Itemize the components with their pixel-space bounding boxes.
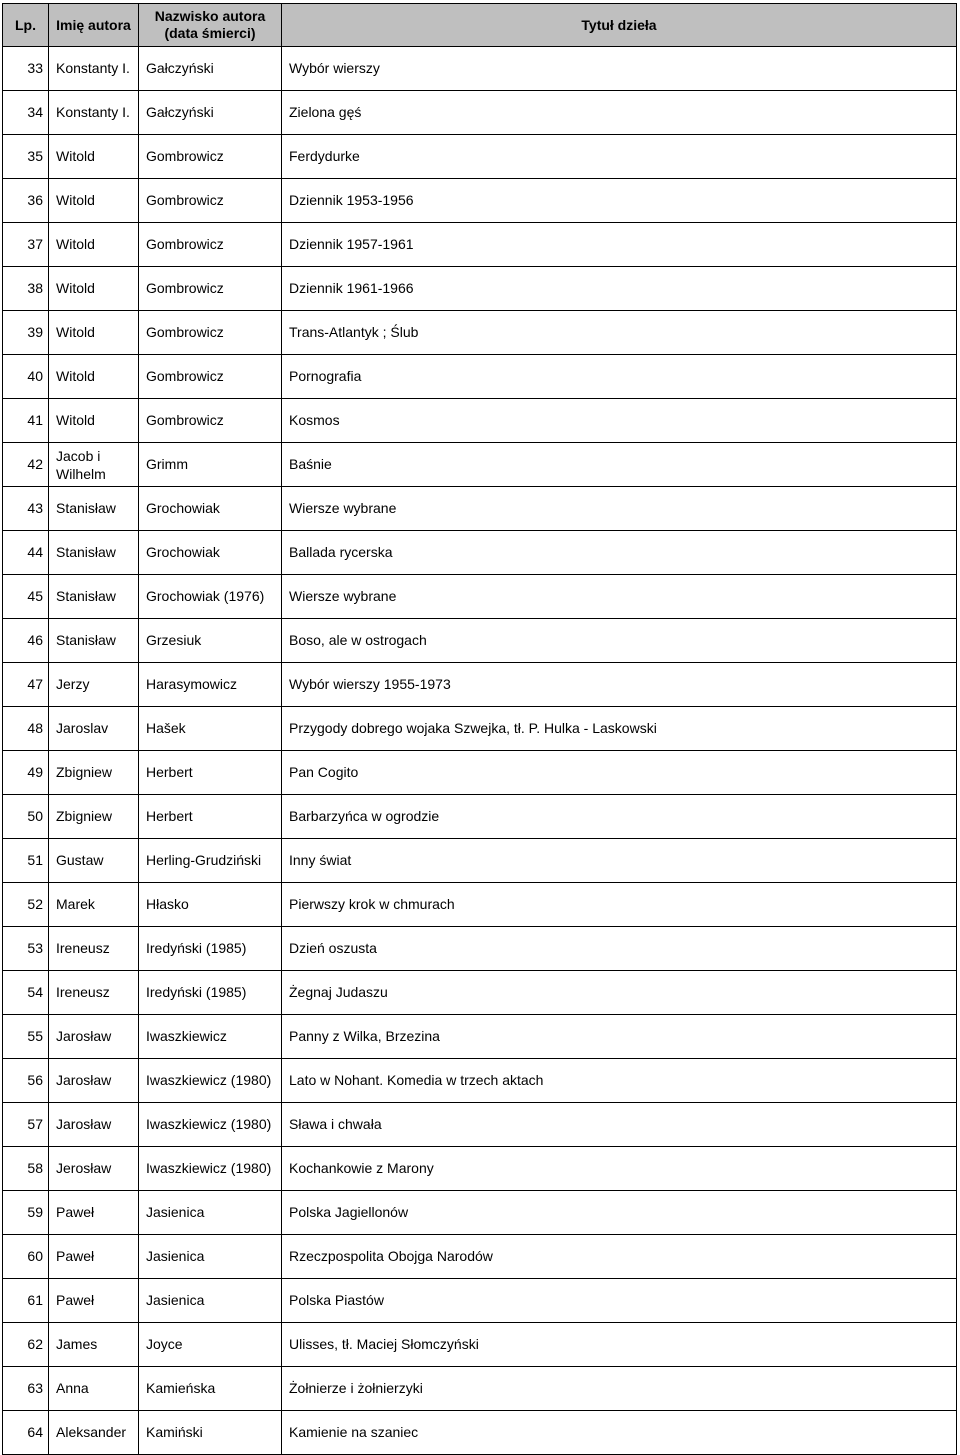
cell-first-name: Stanisław xyxy=(49,531,139,575)
cell-first-name: Ireneusz xyxy=(49,927,139,971)
cell-title: Pan Cogito xyxy=(282,751,957,795)
table-row xyxy=(3,47,957,91)
cell-lp: 43 xyxy=(3,487,49,531)
cell-title: Wiersze wybrane xyxy=(282,575,957,619)
cell-lp: 56 xyxy=(3,1059,49,1103)
cell-last-name: Gombrowicz xyxy=(139,399,282,443)
cell-first-name: Jarosław xyxy=(49,1015,139,1059)
cell-first-name: Marek xyxy=(49,883,139,927)
cell-first-name: Paweł xyxy=(49,1235,139,1279)
cell-lp: 49 xyxy=(3,751,49,795)
cell-lp: 42 xyxy=(3,443,49,487)
cell-title: Panny z Wilka, Brzezina xyxy=(282,1015,957,1059)
table-row xyxy=(3,399,957,443)
cell-last-name: Kamieńska xyxy=(139,1367,282,1411)
cell-first-name: Jaroslav xyxy=(49,707,139,751)
table-row xyxy=(3,311,957,355)
cell-last-name: Herbert xyxy=(139,795,282,839)
cell-first-name: Ireneusz xyxy=(49,971,139,1015)
cell-lp: 38 xyxy=(3,267,49,311)
cell-title: Dzień oszusta xyxy=(282,927,957,971)
cell-title: Dziennik 1957-1961 xyxy=(282,223,957,267)
cell-last-name: Iwaszkiewicz xyxy=(139,1015,282,1059)
cell-title: Baśnie xyxy=(282,443,957,487)
table-row xyxy=(3,91,957,135)
cell-title: Inny świat xyxy=(282,839,957,883)
cell-title: Wybór wierszy xyxy=(282,47,957,91)
cell-first-name: Paweł xyxy=(49,1191,139,1235)
cell-title: Sława i chwała xyxy=(282,1103,957,1147)
cell-first-name: Gustaw xyxy=(49,839,139,883)
table-row xyxy=(3,443,957,487)
header-first-name: Imię autora xyxy=(49,4,139,47)
cell-first-name: Witold xyxy=(49,311,139,355)
cell-first-name: Stanisław xyxy=(49,619,139,663)
table-row xyxy=(3,531,957,575)
cell-last-name: Gałczyński xyxy=(139,91,282,135)
table-row xyxy=(3,1323,957,1367)
cell-last-name: Harasymowicz xyxy=(139,663,282,707)
cell-lp: 50 xyxy=(3,795,49,839)
cell-title: Kosmos xyxy=(282,399,957,443)
cell-title: Żegnaj Judaszu xyxy=(282,971,957,1015)
table-row xyxy=(3,1235,957,1279)
cell-first-name: Zbigniew xyxy=(49,795,139,839)
cell-lp: 55 xyxy=(3,1015,49,1059)
cell-last-name: Iredyński (1985) xyxy=(139,927,282,971)
cell-title: Rzeczpospolita Obojga Narodów xyxy=(282,1235,957,1279)
cell-title: Kochankowie z Marony xyxy=(282,1147,957,1191)
cell-last-name: Grzesiuk xyxy=(139,619,282,663)
table-row xyxy=(3,883,957,927)
cell-last-name: Grochowiak (1976) xyxy=(139,575,282,619)
header-lp: Lp. xyxy=(3,4,49,47)
cell-last-name: Iwaszkiewicz (1980) xyxy=(139,1103,282,1147)
table-row xyxy=(3,1367,957,1411)
cell-first-name: Stanisław xyxy=(49,575,139,619)
cell-first-name: Witold xyxy=(49,223,139,267)
table-row xyxy=(3,355,957,399)
cell-lp: 63 xyxy=(3,1367,49,1411)
cell-last-name: Grochowiak xyxy=(139,531,282,575)
table-row xyxy=(3,751,957,795)
header-title: Tytuł dzieła xyxy=(282,4,957,47)
table-row xyxy=(3,1147,957,1191)
cell-last-name: Grimm xyxy=(139,443,282,487)
cell-lp: 60 xyxy=(3,1235,49,1279)
cell-title: Zielona gęś xyxy=(282,91,957,135)
cell-title: Trans-Atlantyk ; Ślub xyxy=(282,311,957,355)
cell-title: Polska Piastów xyxy=(282,1279,957,1323)
table-row xyxy=(3,223,957,267)
cell-last-name: Jasienica xyxy=(139,1235,282,1279)
table-row xyxy=(3,927,957,971)
cell-first-name: Witold xyxy=(49,135,139,179)
table-row xyxy=(3,707,957,751)
cell-lp: 35 xyxy=(3,135,49,179)
book-catalog-table xyxy=(2,3,957,1455)
cell-lp: 58 xyxy=(3,1147,49,1191)
cell-last-name: Grochowiak xyxy=(139,487,282,531)
table-row xyxy=(3,575,957,619)
table-row xyxy=(3,1191,957,1235)
cell-lp: 59 xyxy=(3,1191,49,1235)
cell-title: Dziennik 1961-1966 xyxy=(282,267,957,311)
cell-last-name: Gombrowicz xyxy=(139,223,282,267)
cell-lp: 57 xyxy=(3,1103,49,1147)
cell-lp: 46 xyxy=(3,619,49,663)
cell-last-name: Jasienica xyxy=(139,1279,282,1323)
cell-last-name: Kamiński xyxy=(139,1411,282,1455)
cell-title: Wiersze wybrane xyxy=(282,487,957,531)
cell-title: Barbarzyńca w ogrodzie xyxy=(282,795,957,839)
cell-first-name: Witold xyxy=(49,267,139,311)
cell-lp: 51 xyxy=(3,839,49,883)
cell-last-name: Hašek xyxy=(139,707,282,751)
cell-lp: 61 xyxy=(3,1279,49,1323)
header-last-name: Nazwisko autora (data śmierci) xyxy=(139,4,282,47)
cell-last-name: Herling-Grudziński xyxy=(139,839,282,883)
cell-title: Ballada rycerska xyxy=(282,531,957,575)
table-row xyxy=(3,619,957,663)
cell-first-name: Witold xyxy=(49,355,139,399)
cell-first-name: Anna xyxy=(49,1367,139,1411)
cell-last-name: Gombrowicz xyxy=(139,179,282,223)
cell-title: Dziennik 1953-1956 xyxy=(282,179,957,223)
cell-lp: 48 xyxy=(3,707,49,751)
cell-last-name: Gombrowicz xyxy=(139,135,282,179)
cell-first-name: Paweł xyxy=(49,1279,139,1323)
cell-first-name: Konstanty I. xyxy=(49,47,139,91)
cell-lp: 40 xyxy=(3,355,49,399)
cell-first-name: Jerzy xyxy=(49,663,139,707)
cell-lp: 34 xyxy=(3,91,49,135)
cell-last-name: Gombrowicz xyxy=(139,311,282,355)
cell-lp: 39 xyxy=(3,311,49,355)
cell-first-name: Witold xyxy=(49,399,139,443)
table-body xyxy=(3,47,957,1455)
cell-last-name: Joyce xyxy=(139,1323,282,1367)
table-header xyxy=(3,4,957,47)
table-row xyxy=(3,795,957,839)
cell-lp: 45 xyxy=(3,575,49,619)
cell-title: Żołnierze i żołnierzyki xyxy=(282,1367,957,1411)
cell-lp: 37 xyxy=(3,223,49,267)
cell-lp: 52 xyxy=(3,883,49,927)
cell-last-name: Gombrowicz xyxy=(139,267,282,311)
table-row xyxy=(3,1059,957,1103)
cell-first-name: Jarosław xyxy=(49,1103,139,1147)
cell-title: Polska Jagiellonów xyxy=(282,1191,957,1235)
cell-first-name: Jacob i Wilhelm xyxy=(49,443,139,487)
table-row xyxy=(3,663,957,707)
cell-lp: 41 xyxy=(3,399,49,443)
cell-last-name: Hłasko xyxy=(139,883,282,927)
cell-first-name: James xyxy=(49,1323,139,1367)
cell-first-name: Jarosław xyxy=(49,1059,139,1103)
cell-lp: 44 xyxy=(3,531,49,575)
cell-title: Pierwszy krok w chmurach xyxy=(282,883,957,927)
cell-last-name: Gombrowicz xyxy=(139,355,282,399)
cell-lp: 36 xyxy=(3,179,49,223)
cell-lp: 33 xyxy=(3,47,49,91)
table-row xyxy=(3,487,957,531)
cell-first-name: Stanisław xyxy=(49,487,139,531)
cell-first-name: Konstanty I. xyxy=(49,91,139,135)
table-row xyxy=(3,1015,957,1059)
cell-last-name: Herbert xyxy=(139,751,282,795)
cell-title: Boso, ale w ostrogach xyxy=(282,619,957,663)
cell-first-name: Witold xyxy=(49,179,139,223)
cell-lp: 64 xyxy=(3,1411,49,1455)
table-row xyxy=(3,1103,957,1147)
book-catalog-sheet xyxy=(2,3,957,1455)
cell-last-name: Iwaszkiewicz (1980) xyxy=(139,1059,282,1103)
cell-title: Ulisses, tł. Maciej Słomczyński xyxy=(282,1323,957,1367)
cell-first-name: Aleksander xyxy=(49,1411,139,1455)
cell-lp: 47 xyxy=(3,663,49,707)
cell-title: Pornografia xyxy=(282,355,957,399)
table-row xyxy=(3,1279,957,1323)
cell-lp: 62 xyxy=(3,1323,49,1367)
cell-lp: 53 xyxy=(3,927,49,971)
table-row xyxy=(3,971,957,1015)
table-row xyxy=(3,179,957,223)
cell-last-name: Gałczyński xyxy=(139,47,282,91)
cell-title: Przygody dobrego wojaka Szwejka, tł. P. Hulka - Laskowski xyxy=(282,707,957,751)
cell-title: Wybór wierszy 1955-1973 xyxy=(282,663,957,707)
header-row xyxy=(3,4,957,47)
cell-first-name: Jerosław xyxy=(49,1147,139,1191)
cell-title: Lato w Nohant. Komedia w trzech aktach xyxy=(282,1059,957,1103)
table-row xyxy=(3,839,957,883)
cell-first-name: Zbigniew xyxy=(49,751,139,795)
cell-last-name: Iredyński (1985) xyxy=(139,971,282,1015)
cell-title: Kamienie na szaniec xyxy=(282,1411,957,1455)
cell-last-name: Jasienica xyxy=(139,1191,282,1235)
cell-last-name: Iwaszkiewicz (1980) xyxy=(139,1147,282,1191)
table-row xyxy=(3,135,957,179)
cell-lp: 54 xyxy=(3,971,49,1015)
table-row xyxy=(3,267,957,311)
table-row xyxy=(3,1411,957,1455)
cell-title: Ferdydurke xyxy=(282,135,957,179)
